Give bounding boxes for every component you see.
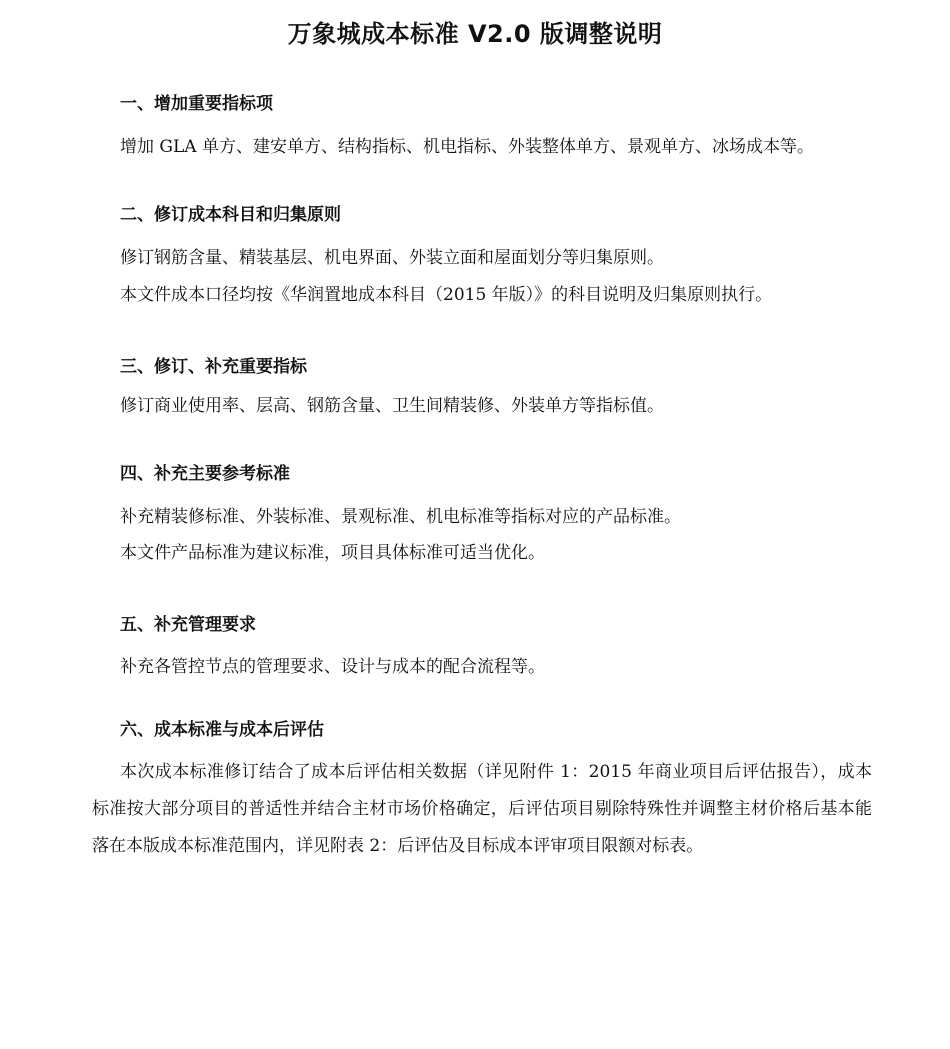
section-5-paragraph-1: 补充各管控节点的管理要求、设计与成本的配合流程等。 [120, 657, 545, 677]
section-4-heading: 四、补充主要参考标准 [120, 464, 290, 484]
section-3-heading: 三、修订、补充重要指标 [120, 357, 307, 377]
section-6-paragraph-1: 本次成本标准修订结合了成本后评估相关数据（详见附件 1：2015 年商业项目后评估报告），成本标准按大部分项目的普适性并结合主材市场价格确定，后评估项目剔除特殊性并调整主材价格后基本能落在本版成本标准范围内，详见附表 2：后评估及目标成本评审项目限额对标表。 [92, 762, 872, 856]
section-2-paragraph-1: 修订钢筋含量、精装基层、机电界面、外装立面和屋面划分等归集原则。 [120, 248, 664, 268]
section-6-heading: 六、成本标准与成本后评估 [120, 720, 324, 740]
section-5-heading: 五、补充管理要求 [120, 615, 256, 635]
section-4-paragraph-1: 补充精装修标准、外装标准、景观标准、机电标准等指标对应的产品标准。 [120, 507, 681, 527]
section-2-heading: 二、修订成本科目和归集原则 [120, 205, 341, 225]
section-2-paragraph-2: 本文件成本口径均按《华润置地成本科目（2015 年版）》的科目说明及归集原则执行。 [120, 285, 773, 305]
document-title: 万象城成本标准 V2.0 版调整说明 [287, 20, 663, 48]
section-1-heading: 一、增加重要指标项 [120, 94, 273, 114]
section-3-paragraph-1: 修订商业使用率、层高、钢筋含量、卫生间精装修、外装单方等指标值。 [120, 396, 664, 416]
section-1-paragraph-1: 增加 GLA 单方、建安单方、结构指标、机电指标、外装整体单方、景观单方、冰场成本等。 [120, 137, 814, 157]
section-4-paragraph-2: 本文件产品标准为建议标准，项目具体标准可适当优化。 [120, 543, 545, 563]
